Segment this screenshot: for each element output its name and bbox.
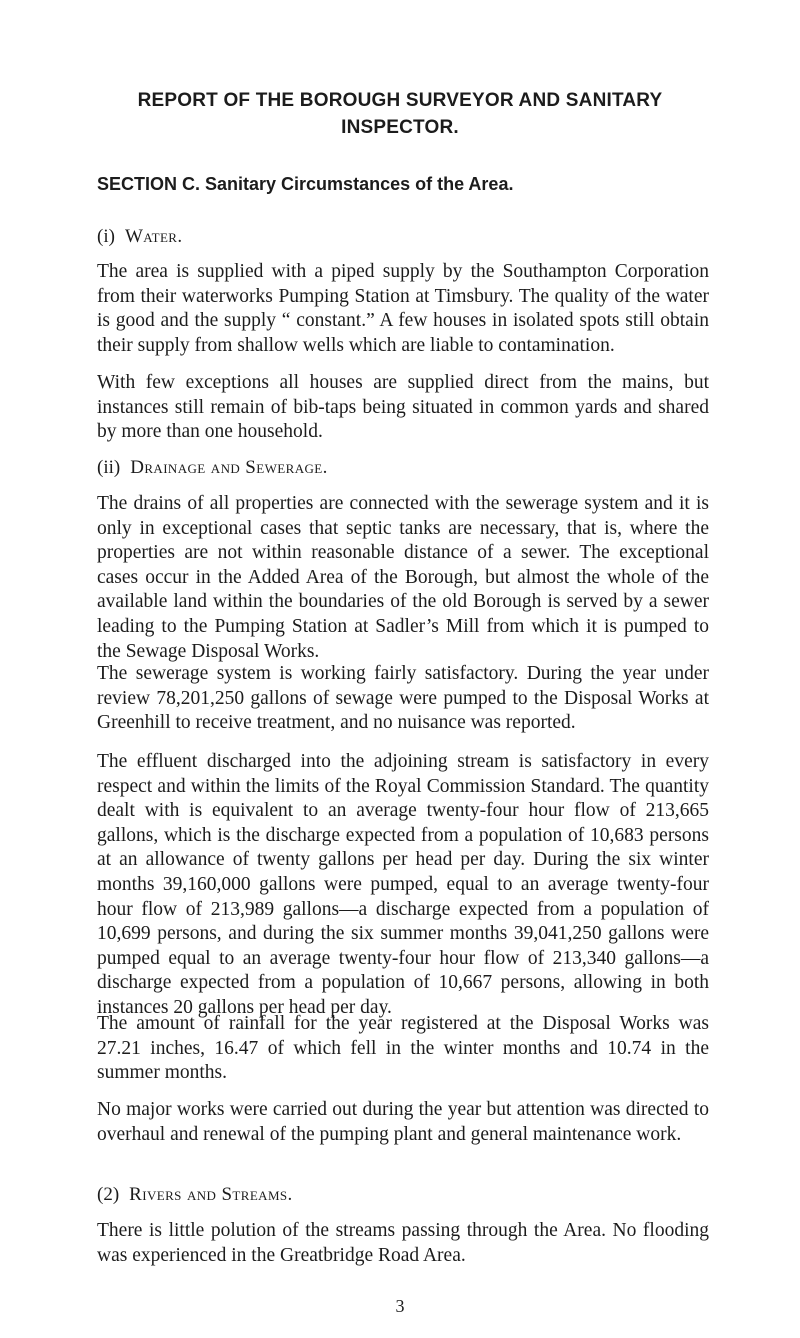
- drainage-number: (ii): [97, 457, 121, 478]
- drainage-paragraph-4: The amount of rainfall for the year registered at the Disposal Works was 27.21 inches, 16.47 of which fell in the winter months and 10.74 in the summer months.: [97, 1013, 709, 1084]
- rivers-heading: Rivers and Streams.: [129, 1184, 293, 1205]
- water-number: (i): [97, 226, 115, 247]
- drainage-paragraph-3: The effluent discharged into the adjoining stream is satisfactory in every respect and within the limits of the Royal Commission Standard. The quantity dealt with is equivalent to an average twenty-four hour flow of 213,665 gallons, which is the discharge expected from a population of 10,683 persons at an allowance of twenty gallons per head per day. During the six winter months 39,160,000 gallons were pumped, equal to an average twenty-four hour flow of 213,989 gallons—a discharge expected from a population of 10,699 persons, and during the six summer months 39,041,250 gallons were pumped equal to an average twenty-four hour flow of 213,340 gallons—a discharge expected from a population of 10,667 persons, allowing in both instances 20 gallons per head per day.: [97, 751, 709, 1018]
- drainage-paragraph-1: The drains of all properties are connected with the sewerage system and it is only in exceptional cases that septic tanks are necessary, that is, where the properties are not within reasonable distance of a sewer. The exceptional cases occur in the Added Area of the Borough, but almost the whole of the available land within the boundaries of the old Borough is served by a sewer leading to the Pumping Station at Sadler’s Mill from which it is pumped to the Sewage Disposal Works.: [97, 493, 709, 662]
- drainage-subheading: [97, 457, 328, 479]
- drainage-paragraph-2: The sewerage system is working fairly satisfactory. During the year under review 78,201,250 gallons of sewage were pumped to the Disposal Works at Greenhill to receive treatment, and no nuisance was reported.: [97, 663, 709, 734]
- rivers-paragraph-1: There is little polution of the streams passing through the Area. No flooding was experienced in the Greatbridge Road Area.: [97, 1220, 709, 1266]
- section-heading: SECTION C. Sanitary Circumstances of the Area.: [97, 174, 514, 194]
- water-paragraph-2: With few exceptions all houses are supplied direct from the mains, but instances still remain of bib-taps being situated in common yards and shared by more than one household.: [97, 372, 709, 443]
- report-title-line-1: REPORT OF THE BOROUGH SURVEYOR AND SANITARY: [137, 90, 663, 111]
- page-number: 3: [395, 1296, 405, 1316]
- drainage-paragraph-5: No major works were carried out during the year but attention was directed to overhaul and renewal of the pumping plant and general maintenance work.: [97, 1099, 709, 1145]
- drainage-heading: Drainage and Sewerage.: [130, 457, 328, 478]
- water-heading: Water.: [124, 226, 183, 247]
- report-title-line-2: INSPECTOR.: [341, 117, 459, 138]
- water-paragraph-1: The area is supplied with a piped supply by the Southampton Corporation from their waterworks Pumping Station at Timsbury. The quality of the water is good and the supply “ constant.” A few houses in isolated spots still obtain their supply from shallow wells which are liable to contamination.: [97, 261, 709, 356]
- rivers-number: (2): [97, 1184, 120, 1205]
- rivers-subheading: [97, 1184, 293, 1206]
- water-subheading: [97, 226, 183, 248]
